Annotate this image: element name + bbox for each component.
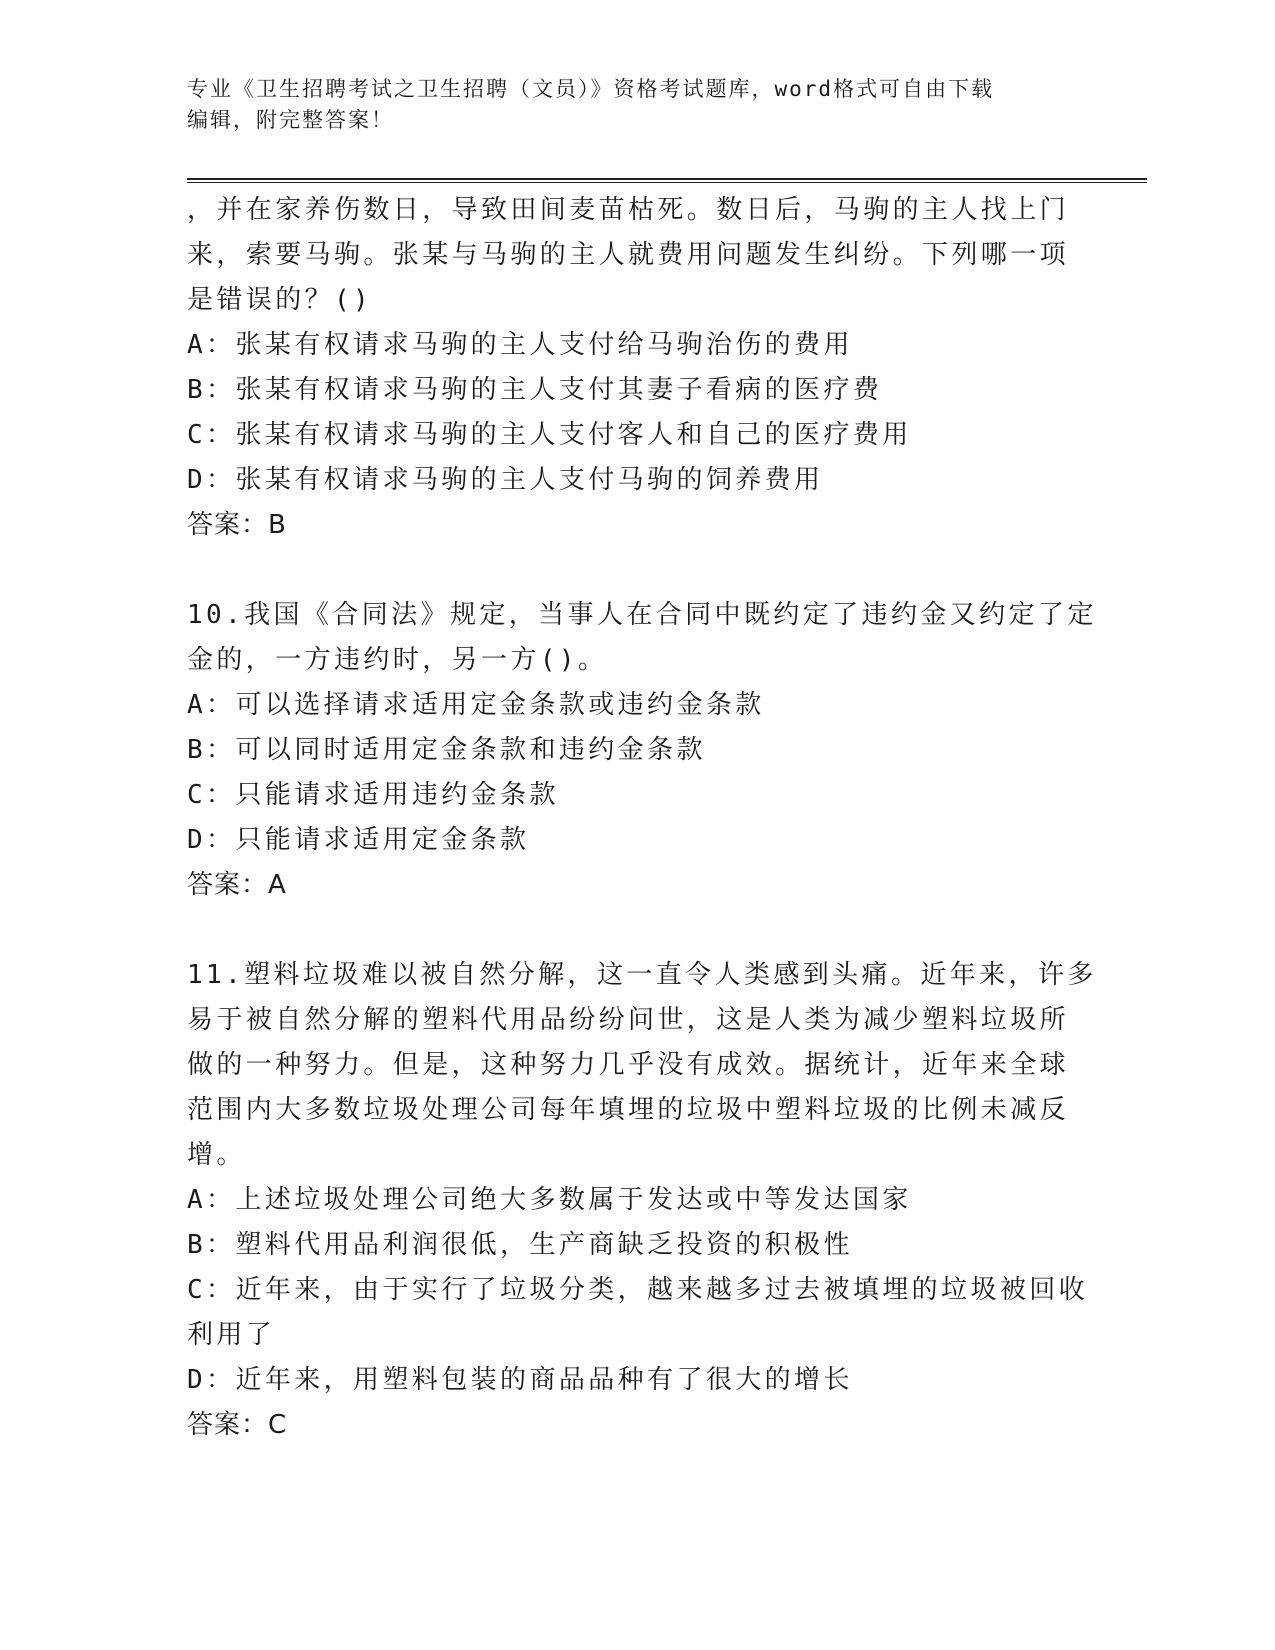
- question-stem-line: ，并在家养伤数日，导致田间麦苗枯死。数日后，马驹的主人找上门: [187, 195, 1070, 225]
- question-stem-line: 11.塑料垃圾难以被自然分解，这一直令人类感到头痛。近年来，许多: [187, 960, 1097, 990]
- option-a: A：可以选择请求适用定金条款或违约金条款: [187, 690, 765, 720]
- option-d: D：张某有权请求马驹的主人支付马驹的饲养费用: [187, 465, 824, 495]
- question-stem-line: 易于被自然分解的塑料代用品纷纷问世，这是人类为减少塑料垃圾所: [187, 1005, 1070, 1035]
- question-stem-line: 范围内大多数垃圾处理公司每年填埋的垃圾中塑料垃圾的比例未减反: [187, 1095, 1070, 1125]
- question-spacer: [187, 908, 1087, 953]
- answer-label: 答案：B: [187, 510, 287, 540]
- option-b: B：张某有权请求马驹的主人支付其妻子看病的医疗费: [187, 375, 883, 405]
- option-b: B：可以同时适用定金条款和违约金条款: [187, 735, 706, 765]
- option-d: D：近年来，用塑料包装的商品品种有了很大的增长: [187, 1365, 853, 1395]
- option-c: C：张某有权请求马驹的主人支付客人和自己的医疗费用: [187, 420, 912, 450]
- option-a: A：张某有权请求马驹的主人支付给马驹治伤的费用: [187, 330, 853, 360]
- option-c-continued: 利用了: [187, 1320, 276, 1350]
- header-divider: [187, 178, 1147, 183]
- option-d: D：只能请求适用定金条款: [187, 825, 530, 855]
- document-header: [187, 74, 1087, 136]
- option-b: B：塑料代用品利润很低，生产商缺乏投资的积极性: [187, 1230, 853, 1260]
- question-list: [187, 188, 1097, 1448]
- question-stem-line: 是错误的？(): [187, 285, 373, 315]
- question-stem-line: 做的一种努力。但是，这种努力几乎没有成效。据统计，近年来全球: [187, 1050, 1070, 1080]
- header-line-1: 专业《卫生招聘考试之卫生招聘（文员）》资格考试题库，word格式可自由下载: [187, 77, 995, 101]
- header-line-2: 编辑，附完整答案！: [187, 108, 394, 132]
- answer-label: 答案：C: [187, 1410, 288, 1440]
- option-c: C：只能请求适用违约金条款: [187, 780, 559, 810]
- question-10: [187, 593, 1097, 908]
- question-11: [187, 953, 1097, 1448]
- option-c: C：近年来，由于实行了垃圾分类，越来越多过去被填埋的垃圾被回收: [187, 1275, 1089, 1305]
- question-stem-line: 来，索要马驹。张某与马驹的主人就费用问题发生纠纷。下列哪一项: [187, 240, 1070, 270]
- question-stem-line: 10.我国《合同法》规定，当事人在合同中既约定了违约金又约定了定: [187, 600, 1097, 630]
- question-spacer: [187, 548, 1087, 593]
- question-stem-line: 增。: [187, 1140, 246, 1170]
- option-a: A：上述垃圾处理公司绝大多数属于发达或中等发达国家: [187, 1185, 912, 1215]
- question-9: [187, 188, 1087, 548]
- answer-label: 答案：A: [187, 870, 287, 900]
- question-stem-line: 金的，一方违约时，另一方()。: [187, 645, 608, 675]
